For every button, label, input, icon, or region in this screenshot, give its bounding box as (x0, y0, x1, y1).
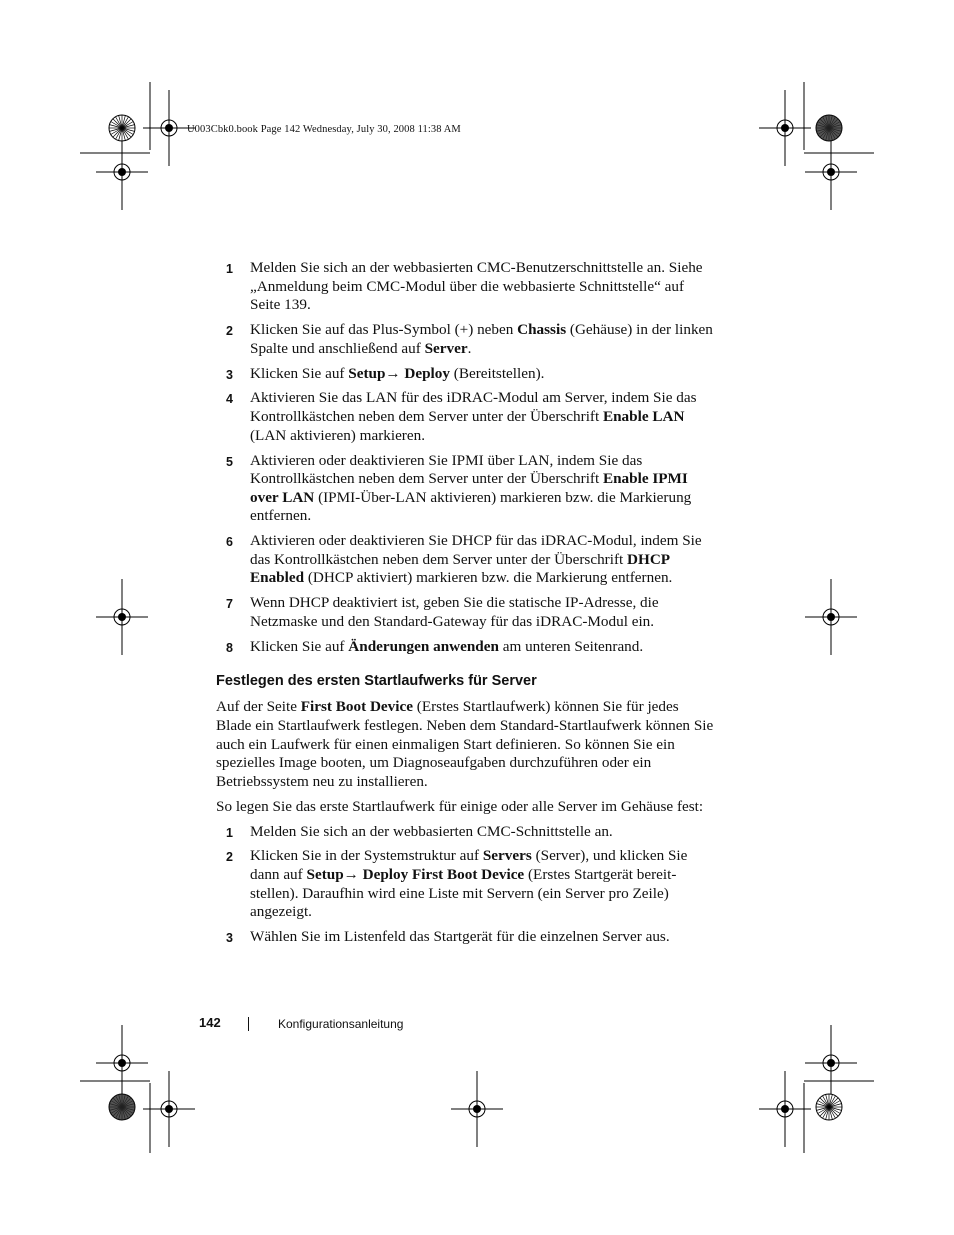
step-1-1: 1 Melden Sie sich an der webbasierten CMC-Benutzerschnittstelle an. Siehe „Anmeldung beim CMC-Modul über die webbasierte Schnittstelle“ auf Seite 139. (226, 259, 703, 314)
step-1-6: 6 Aktivieren oder deaktivieren Sie DHCP für das iDRAC-Modul, indem Sie das Kontrollkästchen neben dem Server unter der Überschrift DHCP Enabled (DHCP aktiviert) markieren bzw. die Markierung entfernen. (226, 532, 702, 587)
step-number: 8 (226, 640, 233, 655)
step-1-8: 8 Klicken Sie auf Änderungen anwenden am unteren Seitenrand. (216, 638, 716, 657)
registration-dot (827, 168, 835, 176)
registration-dot (165, 124, 173, 132)
registration-dot (781, 124, 789, 132)
instruction-paragraph: So legen Sie das erste Startlaufwerk für einige oder alle Server im Gehäuse fest: (216, 797, 704, 815)
registration-dot (118, 1059, 126, 1067)
registration-dot (165, 1105, 173, 1113)
step-number: 4 (226, 392, 233, 407)
steps-list-1 (216, 259, 716, 656)
page-body (216, 259, 716, 953)
step-2-1: 1 Melden Sie sich an der webbasierten CMC-Schnittstelle an. (216, 823, 716, 842)
step-number: 1 (226, 262, 233, 276)
print-header: U003Cbk0.book Page 142 Wednesday, July 30, 2008 11:38 AM (187, 124, 461, 135)
step-number: 2 (226, 850, 233, 865)
registration-dot (827, 613, 835, 621)
step-number: 3 (226, 367, 233, 382)
step-number: 5 (226, 454, 233, 469)
intro-paragraph: Auf der Seite First Boot Device (Erstes Startlaufwerk) können Sie für jedes Blade ein Startlaufwerk festlegen. Neben dem Standard-Startlaufwerk können Sie auch ein Laufwerk für einen einmaligen Start definieren. So können Sie ein spezielles Image booten, um Diagnoseaufgaben durchzuführen oder ein Betriebssystem neu zu installieren. (216, 698, 714, 790)
registration-dot (118, 168, 126, 176)
step-number: 6 (226, 535, 233, 550)
page-number: 142 (199, 1015, 221, 1030)
registration-dot (827, 1059, 835, 1067)
step-1-3: 3 Klicken Sie auf Setup→ Deploy (Bereitstellen). (216, 365, 716, 384)
step-number: 2 (226, 324, 233, 339)
step-1-5: 5 Aktivieren oder deaktivieren Sie IPMI über LAN, indem Sie das Kontrollkästchen neben dem Server unter der Überschrift Enable IPMI over LAN (IPMI-Über-LAN aktivieren) markieren bzw. die Markierung entfernen. (226, 451, 692, 525)
section-heading: Festlegen des ersten Startlaufwerks für Server (216, 673, 537, 690)
step-number: 3 (226, 931, 233, 946)
registration-dot (473, 1105, 481, 1113)
step-1-7: 7 Wenn DHCP deaktiviert ist, geben Sie die statische IP-Adresse, die Netzmaske und den Standard-Gateway für das iDRAC-Modul ein. (226, 594, 659, 630)
step-2-2: 2 Klicken Sie in der Systemstruktur auf Servers (Server), und klicken Sie dann auf Setup→ Deploy First Boot Device (Erstes Startgerät bereit-stellen). Daraufhin wird eine Liste mit Servern (ein Server pro Zeile) angezeigt. (226, 847, 688, 921)
steps-list-2 (216, 823, 716, 947)
step-number: 1 (226, 825, 233, 840)
registration-dot (118, 613, 126, 621)
step-number: 7 (226, 597, 233, 612)
step-1-4: 4 Aktivieren Sie das LAN für des iDRAC-Modul am Server, indem Sie das Kontrollkästchen neben dem Server unter der Überschrift Enable LAN (LAN aktivieren) markieren. (226, 389, 697, 444)
footer-separator (248, 1017, 249, 1031)
registration-dot (781, 1105, 789, 1113)
footer-title: Konfigurationsanleitung (278, 1017, 404, 1031)
step-2-3: 3 Wählen Sie im Listenfeld das Startgerät für die einzelnen Server aus. (216, 928, 716, 947)
step-1-2: 2 Klicken Sie auf das Plus-Symbol (+) neben Chassis (Gehäuse) in der linken Spalte und anschließend auf Server. (226, 321, 713, 357)
